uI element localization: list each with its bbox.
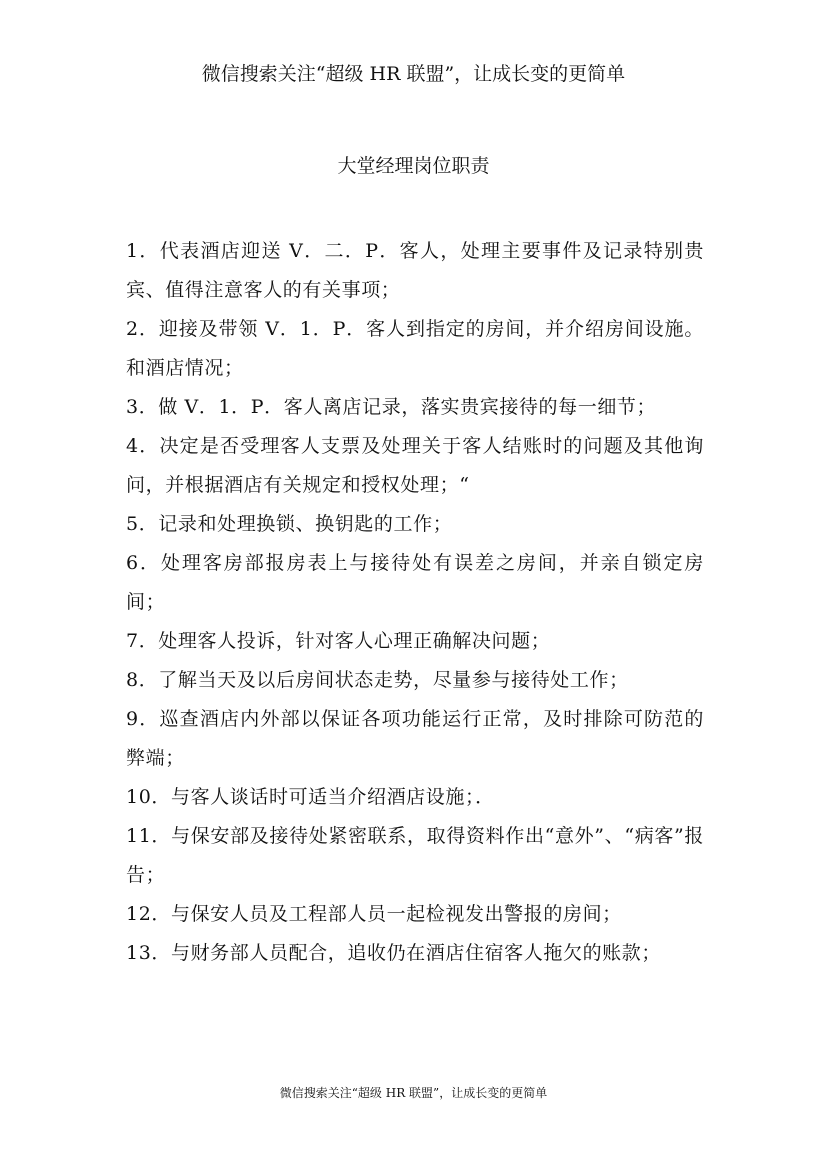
duty-item-2: 2．迎接及带领 V．1．P．客人到指定的房间，并介绍房间设施。和酒店情况； [126,318,704,379]
duty-item-9: 9．巡查酒店内外部以保证各项功能运行正常，及时排除可防范的弊端； [126,708,704,769]
document-title: 大堂经理岗位职责 [337,155,490,177]
duty-list [126,232,704,973]
duty-item-7: 7．处理客人投诉，针对客人心理正确解决问题； [126,630,551,652]
duty-item-8: 8．了解当天及以后房间状态走势，尽量参与接待处工作； [126,669,629,691]
page-header: 微信搜索关注“超级 HR 联盟”，让成长变的更简单 [201,63,626,85]
duty-item-6: 6．处理客房部报房表上与接待处有误差之房间，并亲自锁定房间； [126,552,704,613]
duty-item-1: 1．代表酒店迎送 V．二．P．客人，处理主要事件及记录特别贵宾、值得注意客人的有关事项； [126,240,704,301]
page-footer: 微信搜索关注“超级 HR 联盟”，让成长变的更简单 [279,1086,548,1100]
duty-item-12: 12．与保安人员及工程部人员一起检视发出警报的房间； [126,903,622,925]
duty-item-13: 13．与财务部人员配合，追收仍在酒店住宿客人拖欠的账款； [126,942,661,964]
duty-item-10: 10．与客人谈话时可适当介绍酒店设施；． [126,786,495,808]
duty-item-3: 3．做 V．1．P．客人离店记录，落实贵宾接待的每一细节； [126,396,657,418]
duty-item-5: 5．记录和处理换锁、换钥匙的工作； [126,513,453,535]
duty-item-11: 11．与保安部及接待处紧密联系，取得资料作出“意外”、“病客”报告； [126,825,704,886]
duty-item-4: 4．决定是否受理客人支票及处理关于客人结账时的问题及其他询问，并根据酒店有关规定和授权处理；“ [126,435,704,496]
